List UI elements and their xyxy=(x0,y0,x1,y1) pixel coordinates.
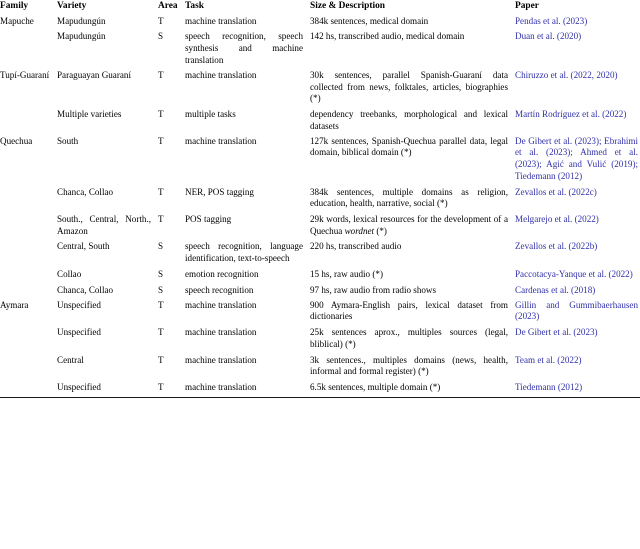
cell-area xyxy=(158,12,185,27)
cell-family xyxy=(0,210,57,237)
cell-paper xyxy=(515,280,640,296)
citation-link[interactable]: Zevallos et al. (2022b) xyxy=(515,241,598,252)
cell-task-text: machine translation xyxy=(185,299,257,310)
family-label: Aymara xyxy=(0,299,29,310)
cell-family xyxy=(0,27,57,66)
cell-area-text: T xyxy=(158,15,164,26)
cell-area-text: S xyxy=(158,268,164,279)
cell-paper xyxy=(515,378,640,394)
citation-link[interactable]: Duan et al. (2020) xyxy=(515,31,582,42)
cell-size xyxy=(310,378,515,394)
cell-variety xyxy=(57,12,158,27)
table-row xyxy=(0,27,640,66)
citation-link[interactable]: Melgarejo et al. (2022) xyxy=(515,213,599,224)
family-label: Tupí-Guaraní xyxy=(0,69,50,80)
column-header-area xyxy=(158,0,185,12)
bottom-spacer xyxy=(0,398,640,400)
cell-area-text: T xyxy=(158,327,164,338)
cell-size-text: 142 hs, transcribed audio, medical domain xyxy=(310,31,465,42)
cell-paper xyxy=(515,182,640,209)
cell-task xyxy=(185,27,310,66)
cell-variety xyxy=(57,182,158,209)
cell-size-text: 127k sentences, Spanish-Quechua parallel data, legal domain, biblical domain (*) xyxy=(310,135,508,158)
cell-paper xyxy=(515,66,640,104)
cell-task-text: speech recognition xyxy=(185,284,254,295)
cell-variety-text: Multiple varieties xyxy=(57,108,122,119)
column-header-area-label: Area xyxy=(158,1,178,11)
cell-size xyxy=(310,66,515,104)
cell-variety xyxy=(57,27,158,66)
cell-paper xyxy=(515,210,640,237)
cell-variety-text: Chanca, Collao xyxy=(57,186,114,197)
cell-paper xyxy=(515,265,640,281)
cell-paper xyxy=(515,323,640,350)
cell-variety xyxy=(57,265,158,281)
cell-task xyxy=(185,12,310,27)
cell-variety-text: Unspecified xyxy=(57,382,101,393)
cell-size-text: dependency treebanks, morphological and lexical datasets xyxy=(310,108,508,131)
cell-size xyxy=(310,280,515,296)
table-row xyxy=(0,132,640,182)
cell-size-text: 220 hs, transcribed audio xyxy=(310,241,402,252)
cell-task xyxy=(185,132,310,182)
cell-area-text: T xyxy=(158,69,164,80)
cell-area xyxy=(158,351,185,378)
cell-family xyxy=(0,351,57,378)
cell-task-text: machine translation xyxy=(185,354,257,365)
cell-variety-text: Central xyxy=(57,354,84,365)
column-header-paper-label: Paper xyxy=(515,1,539,11)
table-header xyxy=(0,0,640,12)
cell-task-text: machine translation xyxy=(185,382,257,393)
cell-area-text: T xyxy=(158,382,164,393)
cell-area xyxy=(158,132,185,182)
cell-task xyxy=(185,323,310,350)
cell-size xyxy=(310,296,515,323)
cell-variety xyxy=(57,296,158,323)
citation-link[interactable]: Paccotacya-Yanque et al. (2022) xyxy=(515,268,633,279)
cell-area xyxy=(158,296,185,323)
size-text-emphasis: wordnet xyxy=(344,225,375,236)
table-row xyxy=(0,323,640,350)
cell-size-text: 384k sentences, multiple domains as religion, education, health, narrative, social (*) xyxy=(310,186,508,209)
cell-task xyxy=(185,378,310,394)
cell-paper xyxy=(515,12,640,27)
cell-size xyxy=(310,105,515,132)
cell-task xyxy=(185,351,310,378)
citation-link[interactable]: Cardenas et al. (2018) xyxy=(515,284,596,295)
cell-variety-text: Mapudungún xyxy=(57,15,106,26)
cell-paper xyxy=(515,237,640,264)
cell-task xyxy=(185,296,310,323)
table-row xyxy=(0,378,640,394)
cell-variety xyxy=(57,280,158,296)
cell-paper xyxy=(515,351,640,378)
table-row xyxy=(0,280,640,296)
cell-family xyxy=(0,237,57,264)
table-row xyxy=(0,296,640,323)
cell-area-text: T xyxy=(158,108,164,119)
column-header-size xyxy=(310,0,515,12)
cell-task xyxy=(185,182,310,209)
cell-area-text: T xyxy=(158,299,164,310)
cell-variety-text: Collao xyxy=(57,268,82,279)
column-header-task xyxy=(185,0,310,12)
table-row xyxy=(0,237,640,264)
citation-link[interactable]: Zevallos et al. (2022c) xyxy=(515,186,597,197)
table-header-row xyxy=(0,0,640,12)
cell-area-text: T xyxy=(158,213,164,224)
cell-variety-text: Central, South xyxy=(57,241,110,252)
cell-family xyxy=(0,182,57,209)
cell-task-text: multiple tasks xyxy=(185,108,236,119)
cell-size-text: 6.5k sentences, multiple domain (*) xyxy=(310,382,441,393)
cell-variety xyxy=(57,210,158,237)
family-label: Mapuche xyxy=(0,15,34,26)
cell-area-text: T xyxy=(158,135,164,146)
cell-area xyxy=(158,210,185,237)
cell-variety xyxy=(57,323,158,350)
cell-variety-text: Chanca, Collao xyxy=(57,284,114,295)
table-row xyxy=(0,66,640,104)
cell-variety xyxy=(57,378,158,394)
cell-size xyxy=(310,132,515,182)
cell-area xyxy=(158,66,185,104)
cell-area xyxy=(158,27,185,66)
cell-task xyxy=(185,265,310,281)
cell-size-text: 15 hs, raw audio (*) xyxy=(310,268,383,279)
cell-area xyxy=(158,105,185,132)
cell-variety xyxy=(57,132,158,182)
cell-area xyxy=(158,280,185,296)
citation-link[interactable]: Gillin and Gummibaerhausen (2023) xyxy=(515,299,638,322)
table-body xyxy=(0,12,640,394)
citation-link[interactable]: Tiedemann (2012) xyxy=(515,382,583,393)
cell-size-text: 25k sentences aprox., multiples sources (legal, bliblical) (*) xyxy=(310,327,508,349)
cell-task-text: speech recognition, language identification, text-to-speech xyxy=(185,241,303,263)
cell-area-text: S xyxy=(158,31,164,42)
cell-size xyxy=(310,182,515,209)
citation-link[interactable]: De Gibert et al. (2023); Ebrahimi et al. (2023); Ahmed et al. (2023); Agić and Vulić (2019); Tiedemann (2012) xyxy=(515,135,638,181)
table-row xyxy=(0,351,640,378)
cell-family xyxy=(0,378,57,394)
cell-size-text: 384k sentences, medical domain xyxy=(310,15,429,26)
cell-task xyxy=(185,105,310,132)
cell-area xyxy=(158,237,185,264)
cell-task xyxy=(185,66,310,104)
cell-variety-text: South xyxy=(57,135,79,146)
cell-task-text: machine translation xyxy=(185,327,257,338)
cell-area xyxy=(158,182,185,209)
citation-link[interactable]: Martín Rodríguez et al. (2022) xyxy=(515,108,627,119)
cell-size-text xyxy=(310,214,515,237)
cell-variety xyxy=(57,105,158,132)
table-row xyxy=(0,12,640,27)
cell-task-text: emotion recognition xyxy=(185,268,259,279)
cell-task xyxy=(185,237,310,264)
cell-variety xyxy=(57,66,158,104)
cell-area-text: T xyxy=(158,354,164,365)
table-row xyxy=(0,210,640,237)
column-header-size-label: Size & Description xyxy=(310,1,385,11)
size-text-prefix: 29k words, lexical resources for the development of a Quechua xyxy=(310,213,508,236)
cell-task-text: POS tagging xyxy=(185,213,232,224)
column-header-variety xyxy=(57,0,158,12)
cell-task-text: NER, POS tagging xyxy=(185,186,254,197)
citation-link[interactable]: Team et al. (2022) xyxy=(515,354,582,365)
cell-family xyxy=(0,323,57,350)
cell-size-text: 30k sentences, parallel Spanish-Guaraní data collected from news, folktales, articles, biographies (*) xyxy=(310,69,508,104)
cell-size-text: 3k sentences., multiples domains (news, health, informal and formal register) (*) xyxy=(310,354,508,377)
cell-task xyxy=(185,280,310,296)
cell-size xyxy=(310,12,515,27)
cell-family xyxy=(0,105,57,132)
cell-area xyxy=(158,323,185,350)
column-header-paper xyxy=(515,0,640,12)
cell-size xyxy=(310,323,515,350)
cell-variety-text: Unspecified xyxy=(57,299,101,310)
cell-size-text: 97 hs, raw audio from radio shows xyxy=(310,284,437,295)
cell-size xyxy=(310,265,515,281)
cell-area-text: S xyxy=(158,284,164,295)
table-row xyxy=(0,105,640,132)
cell-variety-text: Mapudungún xyxy=(57,31,106,42)
cell-family xyxy=(0,12,57,27)
cell-area-text: T xyxy=(158,186,164,197)
citation-link[interactable]: De Gibert et al. (2023) xyxy=(515,327,598,338)
cell-paper xyxy=(515,105,640,132)
column-header-task-label: Task xyxy=(185,1,204,11)
cell-size xyxy=(310,27,515,66)
cell-family xyxy=(0,132,57,182)
cell-task-text: machine translation xyxy=(185,135,257,146)
cell-paper xyxy=(515,132,640,182)
column-header-variety-label: Variety xyxy=(57,1,87,11)
cell-task-text: speech recognition, speech synthesis and machine translation xyxy=(185,31,303,65)
cell-family xyxy=(0,265,57,281)
cell-variety-text: Paraguayan Guaraní xyxy=(57,69,131,80)
cell-area xyxy=(158,265,185,281)
cell-size xyxy=(310,351,515,378)
table-row xyxy=(0,265,640,281)
cell-size-text: 900 Aymara-English pairs, lexical dataset from dictionaries xyxy=(310,299,508,322)
cell-area-text: S xyxy=(158,241,164,252)
cell-area xyxy=(158,378,185,394)
cell-size xyxy=(310,237,515,264)
cell-paper xyxy=(515,296,640,323)
table-row xyxy=(0,182,640,209)
column-header-family-label: Family xyxy=(0,1,29,11)
cell-variety xyxy=(57,237,158,264)
cell-variety xyxy=(57,351,158,378)
cell-task-text: machine translation xyxy=(185,69,257,80)
cell-family xyxy=(0,66,57,104)
cell-variety-text: South., Central, North., Amazon xyxy=(57,213,151,236)
size-text-suffix: (*) xyxy=(374,225,387,236)
cell-task-text: machine translation xyxy=(185,15,257,26)
citation-link[interactable]: Chiruzzo et al. (2022, 2020) xyxy=(515,69,618,80)
cell-task xyxy=(185,210,310,237)
family-label: Quechua xyxy=(0,135,33,146)
cell-family xyxy=(0,280,57,296)
cell-paper xyxy=(515,27,640,66)
cell-size xyxy=(310,210,515,237)
column-header-family xyxy=(0,0,57,12)
cell-family xyxy=(0,296,57,323)
citation-link[interactable]: Pendas et al. (2023) xyxy=(515,15,588,26)
cell-variety-text: Unspecified xyxy=(57,327,101,338)
